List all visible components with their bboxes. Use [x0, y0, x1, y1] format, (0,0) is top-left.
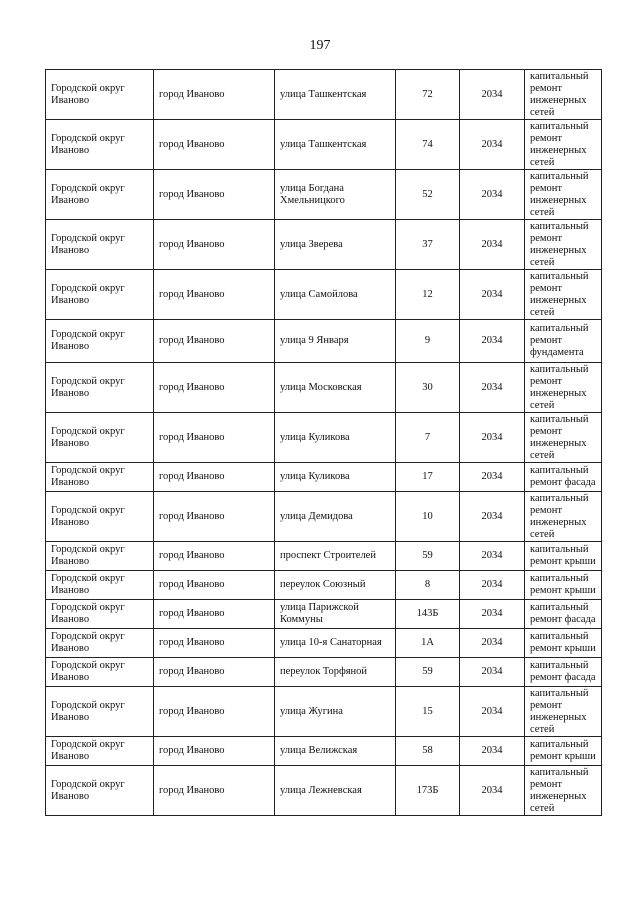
- street-cell: улица Ташкентская: [275, 120, 396, 170]
- work-type-cell: капитальный ремонт инженерных сетей: [525, 687, 602, 737]
- work-type-cell: капитальный ремонт инженерных сетей: [525, 70, 602, 120]
- year-cell: 2034: [460, 220, 525, 270]
- house-number-cell: 8: [396, 571, 460, 600]
- city-cell: город Иваново: [154, 70, 275, 120]
- house-number-cell: 143Б: [396, 600, 460, 629]
- okrug-cell: Городской округ Иваново: [46, 492, 154, 542]
- house-number-cell: 58: [396, 737, 460, 766]
- house-number-cell: 1А: [396, 629, 460, 658]
- table-row: [46, 270, 602, 320]
- year-cell: 2034: [460, 542, 525, 571]
- year-cell: 2034: [460, 363, 525, 413]
- okrug-cell: Городской округ Иваново: [46, 687, 154, 737]
- house-number-cell: 59: [396, 658, 460, 687]
- okrug-cell: Городской округ Иваново: [46, 658, 154, 687]
- work-type-cell: капитальный ремонт фасада: [525, 658, 602, 687]
- city-cell: город Иваново: [154, 170, 275, 220]
- house-number-cell: 9: [396, 320, 460, 363]
- city-cell: город Иваново: [154, 270, 275, 320]
- work-type-cell: капитальный ремонт инженерных сетей: [525, 120, 602, 170]
- house-number-cell: 12: [396, 270, 460, 320]
- okrug-cell: Городской округ Иваново: [46, 542, 154, 571]
- street-cell: улица Парижской Коммуны: [275, 600, 396, 629]
- street-cell: улица Богдана Хмельницкого: [275, 170, 396, 220]
- city-cell: город Иваново: [154, 687, 275, 737]
- city-cell: город Иваново: [154, 629, 275, 658]
- street-cell: улица 10-я Санаторная: [275, 629, 396, 658]
- city-cell: город Иваново: [154, 600, 275, 629]
- street-cell: улица Велижская: [275, 737, 396, 766]
- year-cell: 2034: [460, 737, 525, 766]
- page-number: 197: [309, 38, 331, 53]
- table-row: [46, 658, 602, 687]
- okrug-cell: Городской округ Иваново: [46, 363, 154, 413]
- table-row: [46, 363, 602, 413]
- table-row: [46, 542, 602, 571]
- year-cell: 2034: [460, 120, 525, 170]
- city-cell: город Иваново: [154, 492, 275, 542]
- house-number-cell: 15: [396, 687, 460, 737]
- city-cell: город Иваново: [154, 542, 275, 571]
- year-cell: 2034: [460, 463, 525, 492]
- street-cell: улица Ташкентская: [275, 70, 396, 120]
- house-number-cell: 59: [396, 542, 460, 571]
- table-row: [46, 120, 602, 170]
- street-cell: проспект Строителей: [275, 542, 396, 571]
- house-number-cell: 173Б: [396, 766, 460, 816]
- city-cell: город Иваново: [154, 463, 275, 492]
- street-cell: улица Московская: [275, 363, 396, 413]
- okrug-cell: Городской округ Иваново: [46, 413, 154, 463]
- work-type-cell: капитальный ремонт инженерных сетей: [525, 270, 602, 320]
- okrug-cell: Городской округ Иваново: [46, 270, 154, 320]
- work-type-cell: капитальный ремонт инженерных сетей: [525, 363, 602, 413]
- okrug-cell: Городской округ Иваново: [46, 571, 154, 600]
- okrug-cell: Городской округ Иваново: [46, 600, 154, 629]
- table-row: [46, 413, 602, 463]
- year-cell: 2034: [460, 687, 525, 737]
- city-cell: город Иваново: [154, 413, 275, 463]
- table-row: [46, 766, 602, 816]
- work-type-cell: капитальный ремонт фасада: [525, 463, 602, 492]
- okrug-cell: Городской округ Иваново: [46, 629, 154, 658]
- work-type-cell: капитальный ремонт фундамента: [525, 320, 602, 363]
- okrug-cell: Городской округ Иваново: [46, 737, 154, 766]
- house-number-cell: 52: [396, 170, 460, 220]
- okrug-cell: Городской округ Иваново: [46, 766, 154, 816]
- year-cell: 2034: [460, 629, 525, 658]
- okrug-cell: Городской округ Иваново: [46, 220, 154, 270]
- street-cell: переулок Торфяной: [275, 658, 396, 687]
- year-cell: 2034: [460, 658, 525, 687]
- city-cell: город Иваново: [154, 220, 275, 270]
- table-row: [46, 687, 602, 737]
- house-number-cell: 7: [396, 413, 460, 463]
- street-cell: улица Жугина: [275, 687, 396, 737]
- okrug-cell: Городской округ Иваново: [46, 120, 154, 170]
- table-row: [46, 571, 602, 600]
- table-row: [46, 320, 602, 363]
- city-cell: город Иваново: [154, 571, 275, 600]
- city-cell: город Иваново: [154, 120, 275, 170]
- house-number-cell: 17: [396, 463, 460, 492]
- work-type-cell: капитальный ремонт инженерных сетей: [525, 170, 602, 220]
- street-cell: улица Куликова: [275, 413, 396, 463]
- year-cell: 2034: [460, 766, 525, 816]
- house-number-cell: 10: [396, 492, 460, 542]
- street-cell: улица Куликова: [275, 463, 396, 492]
- street-cell: переулок Союзный: [275, 571, 396, 600]
- year-cell: 2034: [460, 492, 525, 542]
- year-cell: 2034: [460, 600, 525, 629]
- street-cell: улица Самойлова: [275, 270, 396, 320]
- table-row: [46, 492, 602, 542]
- housing-repair-table: [45, 69, 602, 816]
- street-cell: улица 9 Января: [275, 320, 396, 363]
- work-type-cell: капитальный ремонт крыши: [525, 542, 602, 571]
- year-cell: 2034: [460, 270, 525, 320]
- house-number-cell: 30: [396, 363, 460, 413]
- work-type-cell: капитальный ремонт фасада: [525, 600, 602, 629]
- table-row: [46, 600, 602, 629]
- work-type-cell: капитальный ремонт инженерных сетей: [525, 413, 602, 463]
- table-row: [46, 70, 602, 120]
- year-cell: 2034: [460, 320, 525, 363]
- city-cell: город Иваново: [154, 737, 275, 766]
- house-number-cell: 74: [396, 120, 460, 170]
- okrug-cell: Городской округ Иваново: [46, 320, 154, 363]
- table-row: [46, 463, 602, 492]
- city-cell: город Иваново: [154, 766, 275, 816]
- city-cell: город Иваново: [154, 363, 275, 413]
- year-cell: 2034: [460, 571, 525, 600]
- work-type-cell: капитальный ремонт инженерных сетей: [525, 766, 602, 816]
- table-row: [46, 737, 602, 766]
- table-row: [46, 629, 602, 658]
- okrug-cell: Городской округ Иваново: [46, 70, 154, 120]
- house-number-cell: 37: [396, 220, 460, 270]
- work-type-cell: капитальный ремонт инженерных сетей: [525, 492, 602, 542]
- city-cell: город Иваново: [154, 658, 275, 687]
- table-row: [46, 170, 602, 220]
- street-cell: улица Лежневская: [275, 766, 396, 816]
- year-cell: 2034: [460, 413, 525, 463]
- city-cell: город Иваново: [154, 320, 275, 363]
- street-cell: улица Зверева: [275, 220, 396, 270]
- work-type-cell: капитальный ремонт крыши: [525, 629, 602, 658]
- house-number-cell: 72: [396, 70, 460, 120]
- year-cell: 2034: [460, 70, 525, 120]
- work-type-cell: капитальный ремонт инженерных сетей: [525, 220, 602, 270]
- okrug-cell: Городской округ Иваново: [46, 463, 154, 492]
- okrug-cell: Городской округ Иваново: [46, 170, 154, 220]
- work-type-cell: капитальный ремонт крыши: [525, 737, 602, 766]
- street-cell: улица Демидова: [275, 492, 396, 542]
- table-row: [46, 220, 602, 270]
- year-cell: 2034: [460, 170, 525, 220]
- work-type-cell: капитальный ремонт крыши: [525, 571, 602, 600]
